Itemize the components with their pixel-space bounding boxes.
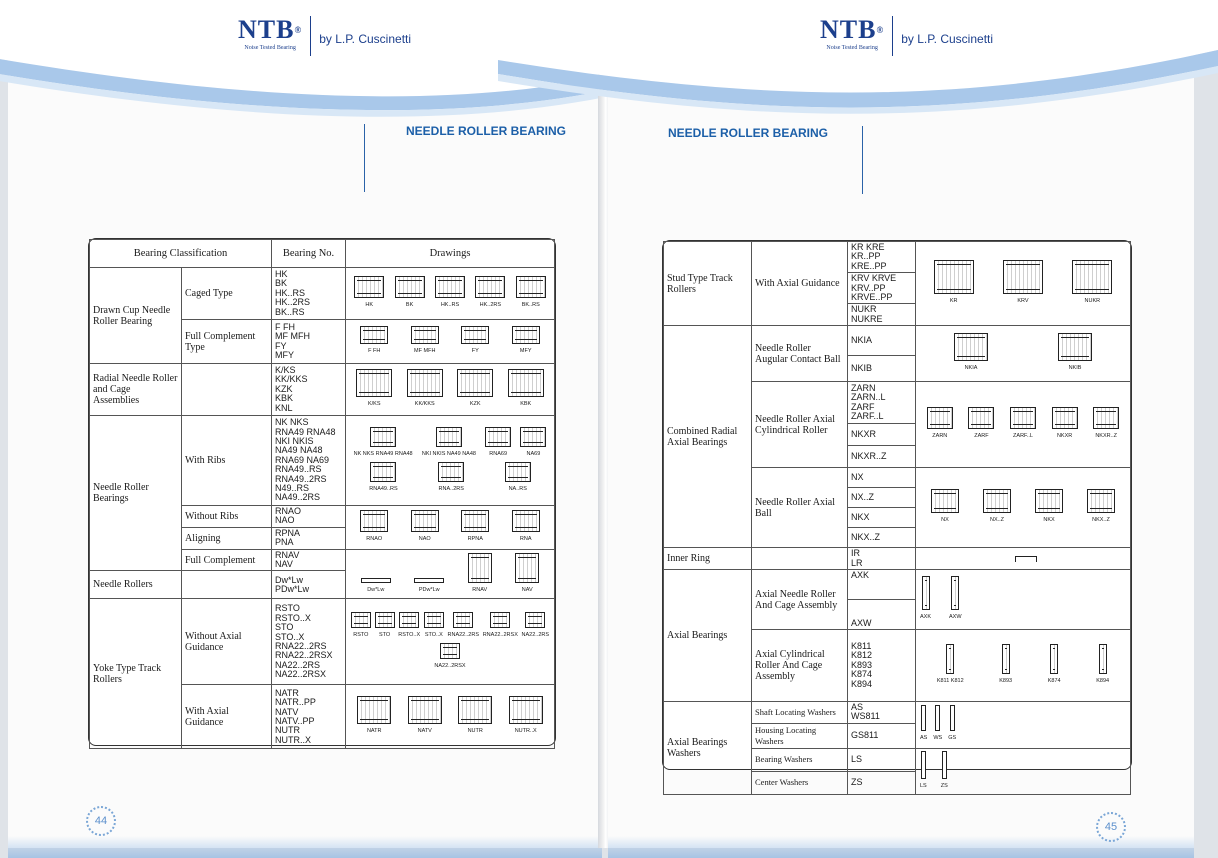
footer-wave-decoration [8, 836, 602, 858]
drawing-caption: RNA22..2RS [447, 631, 480, 638]
drawing-caption: K893 [999, 678, 1013, 685]
drawing-caption: LS [920, 782, 927, 789]
subclass-cell: Shaft Locating Washers [752, 702, 848, 724]
bearing-no-cell: RPNA PNA [272, 527, 346, 549]
bearing-drawing [920, 751, 927, 792]
drawing-caption: ZARN [932, 433, 948, 440]
bearing-no-cell: NX [848, 468, 916, 488]
bearing-drawing [357, 696, 391, 737]
drawing-cell [346, 268, 555, 320]
bearing-drawing [1058, 333, 1092, 374]
bearing-no-cell: Dw*Lw PDw*Lw [272, 571, 346, 599]
table-row [90, 364, 555, 416]
bearing-drawing [948, 705, 956, 744]
drawing-caption: GS [948, 735, 957, 742]
bearing-drawing [1096, 644, 1109, 687]
bearing-no-cell: NKX..Z [848, 528, 916, 548]
drawing-caption: AXW [949, 614, 962, 621]
bearing-drawing [407, 369, 443, 410]
drawing-cell [916, 468, 1131, 548]
drawing-caption: ZARF [974, 433, 989, 440]
bearing-drawing [414, 578, 444, 596]
drawing-caption: NATV [417, 728, 432, 735]
drawing-caption: RNA..2RS [438, 485, 464, 492]
drawing-caption: HK [365, 302, 374, 308]
inner-ring-drawing [1015, 556, 1037, 562]
bearing-no-cell: KR KRE KR..PP KRE..PP [848, 242, 916, 273]
subclass-cell: Aligning [182, 527, 272, 549]
bearing-drawing [1052, 407, 1078, 442]
subclass-cell: Caged Type [182, 268, 272, 320]
drawing-caption: RSTO [353, 631, 369, 638]
drawing-cell [346, 599, 555, 685]
classification-table-right [662, 240, 1132, 789]
drawing-cell [916, 548, 1131, 570]
drawing-cell [916, 570, 1131, 630]
drawing-caption: NKIB [1068, 365, 1082, 372]
bearing-no-cell: NUKR NUKRE [848, 304, 916, 326]
table-row [664, 570, 1131, 600]
bearing-no-cell: NKX [848, 508, 916, 528]
drawing-caption: BK..RS [521, 302, 540, 308]
bearing-drawing [941, 751, 948, 792]
logo-byline: by L.P. Cuscinetti [319, 32, 412, 46]
drawing-caption: F FH [368, 348, 381, 354]
drawing-caption: PDw*Lw [418, 586, 440, 593]
drawing-cell [916, 702, 1131, 749]
drawing-caption: RSTO..X [398, 631, 421, 638]
drawing-caption: AS [920, 735, 928, 742]
bearing-no-cell: NK NKS RNA49 RNA48 NKI NKIS NA49 NA48 RNA69 NA69 RNA49..RS RNA49..2RS N49..RS NA49..2RS [272, 416, 346, 506]
table-row [664, 702, 1131, 724]
bearing-drawing [461, 326, 489, 357]
bearing-drawing [1003, 260, 1043, 307]
bearing-no-cell: NKIB [848, 356, 916, 382]
drawing-caption: KZK [469, 401, 481, 407]
drawing-cell [916, 630, 1131, 702]
bearing-no-cell: K811 K812 K893 K874 K894 [848, 630, 916, 702]
drawing-caption: RNA22..2RSX [482, 631, 518, 638]
bearing-drawing [375, 612, 395, 641]
classification-cell: Radial Needle Roller and Cage Assemblies [90, 364, 182, 416]
bearing-drawing [435, 276, 465, 311]
subclass-cell: Without Ribs [182, 506, 272, 528]
drawing-caption: NA22..2RSX [434, 662, 466, 669]
bearing-drawing [931, 489, 959, 526]
logo-byline: by L.P. Cuscinetti [901, 32, 994, 46]
bearing-drawing [408, 696, 442, 737]
drawing-caption: NA22..2RS [521, 631, 550, 638]
bearing-no-cell: IR LR [848, 548, 916, 570]
drawing-caption: NX [941, 517, 949, 524]
bearing-drawing [1093, 407, 1119, 442]
bearing-drawing [461, 510, 489, 545]
bearing-drawing [505, 462, 531, 495]
bearing-drawing [508, 369, 544, 410]
subclass-cell: Housing Locating Washers [752, 723, 848, 748]
bearing-drawing [360, 326, 388, 357]
bearing-drawing [1087, 489, 1115, 526]
drawing-caption: KBK [520, 401, 532, 407]
bearing-drawing [937, 644, 964, 687]
bearing-no-cell: RSTO RSTO..X STO STO..X RNA22..2RS RNA22..2RSX NA22..2RS NA22..2RSX [272, 599, 346, 685]
drawing-caption: WS [933, 735, 943, 742]
bearing-drawing [515, 553, 539, 596]
drawing-caption: K811 K812 [936, 678, 964, 685]
header-classification: Bearing Classification [90, 240, 272, 268]
bearing-no-cell: LS [848, 748, 916, 771]
bearing-drawing [1010, 407, 1036, 442]
page-number: 45 [1096, 812, 1126, 842]
drawing-caption: RNAV [472, 586, 488, 593]
classification-cell: Stud Type Track Rollers [664, 242, 752, 326]
drawing-cell [346, 416, 555, 506]
drawing-caption: NX..Z [989, 517, 1005, 524]
bearing-drawing [360, 510, 388, 545]
drawing-caption: NUTR..X [514, 728, 537, 735]
subclass-cell: Needle Roller Augular Contact Ball [752, 326, 848, 382]
bearing-drawing [434, 643, 465, 672]
drawing-caption: NATR [366, 728, 382, 735]
bearing-drawing [999, 644, 1012, 687]
drawing-caption: ZS [940, 782, 948, 789]
bearing-drawing [468, 553, 492, 596]
drawing-cell [346, 685, 555, 749]
drawing-caption: RPNA [467, 535, 483, 542]
table-row [664, 242, 1131, 273]
drawing-caption: RNA [519, 535, 532, 542]
bearing-drawing [949, 576, 962, 623]
subclass-cell: Bearing Washers [752, 748, 848, 771]
bearing-drawing [395, 276, 425, 311]
section-title: NEEDLE ROLLER BEARING [406, 124, 567, 138]
bearing-drawing [438, 462, 464, 495]
classification-table-left [88, 238, 556, 746]
drawing-cell [346, 506, 555, 550]
right-page [608, 0, 1194, 848]
drawing-caption: NAV [521, 586, 533, 593]
bearing-drawing [933, 705, 942, 744]
bearing-no-cell: AXK [848, 570, 916, 600]
bearing-drawing [354, 427, 413, 460]
bearing-drawing [512, 326, 540, 357]
drawing-caption: NUTR [467, 728, 483, 735]
bearing-drawing [354, 276, 384, 311]
bearing-drawing [422, 427, 476, 460]
bearing-drawing [509, 696, 543, 737]
table-row [90, 416, 555, 506]
bearing-table [89, 239, 555, 749]
table-row [664, 326, 1131, 356]
bearing-drawing [458, 696, 492, 737]
table-row [90, 599, 555, 685]
bearing-drawing [934, 260, 974, 307]
bearing-no-cell: RNAO NAO [272, 506, 346, 528]
drawing-caption: NAO [418, 535, 431, 542]
subclass-cell [182, 571, 272, 599]
classification-cell: Needle Rollers [90, 571, 182, 599]
drawing-caption: K/KS [367, 401, 381, 407]
drawing-cell [916, 382, 1131, 468]
bearing-no-cell: NKXR [848, 424, 916, 446]
bearing-no-cell: GS811 [848, 723, 916, 748]
drawing-cell [916, 326, 1131, 382]
bearing-no-cell: ZARN ZARN..L ZARF ZARF..L [848, 382, 916, 424]
bearing-no-cell: NKXR..Z [848, 446, 916, 468]
classification-cell: Inner Ring [664, 548, 752, 570]
drawing-caption: AXK [920, 614, 932, 621]
drawing-caption: NKI NKIS NA49 NA48 [421, 450, 476, 457]
ntb-logo: NTB® Noise Tested Bearing by L.P. Cuscinetti [820, 16, 993, 56]
header-drawings: Drawings [346, 240, 555, 268]
drawing-caption: KRV [1017, 298, 1029, 305]
bearing-drawing [516, 276, 546, 311]
drawing-caption: STO..X [424, 631, 443, 638]
bearing-no-cell: ZS [848, 771, 916, 794]
drawing-caption: BK [405, 302, 414, 308]
bearing-drawing [920, 576, 931, 623]
bearing-drawing [398, 612, 420, 641]
drawing-caption: KK/KKS [414, 401, 435, 407]
drawing-caption: NKIA [964, 365, 978, 372]
drawing-cell [346, 364, 555, 416]
classification-cell: Needle Roller Bearings [90, 416, 182, 571]
subclass-cell: With Ribs [182, 416, 272, 506]
bearing-drawing [457, 369, 493, 410]
drawing-caption: MF MFH [414, 348, 436, 354]
classification-cell: Drawn Cup Needle Roller Bearing [90, 268, 182, 364]
drawing-caption: NUKR [1084, 298, 1101, 305]
drawing-cell [916, 242, 1131, 326]
drawing-caption: NA69 [526, 450, 541, 457]
bearing-drawing [968, 407, 994, 442]
drawing-caption: STO [378, 631, 391, 638]
bearing-drawing [1035, 489, 1063, 526]
drawing-caption: K874 [1047, 678, 1061, 685]
bearing-drawing [485, 427, 511, 460]
bearing-drawing [522, 612, 550, 641]
classification-cell: Axial Bearings [664, 570, 752, 702]
bearing-drawing [520, 427, 546, 460]
bearing-no-cell: KRV KRVE KRV..PP KRVE..PP [848, 273, 916, 304]
bearing-drawing [411, 510, 439, 545]
bearing-drawing [512, 510, 540, 545]
drawing-caption: NKX..Z [1092, 517, 1110, 524]
bearing-drawing [983, 489, 1011, 526]
drawing-caption: RNA69 [489, 450, 508, 457]
drawing-caption: MFY [519, 348, 532, 354]
bearing-no-cell: NX..Z [848, 488, 916, 508]
left-page [8, 0, 602, 848]
drawing-caption: NKXR..Z [1095, 433, 1118, 440]
bearing-drawing [954, 333, 988, 374]
drawing-caption: K894 [1096, 678, 1110, 685]
bearing-drawing [356, 369, 392, 410]
title-divider [862, 126, 863, 194]
page-number: 44 [86, 806, 116, 836]
drawing-cell [346, 549, 555, 599]
bearing-no-cell: NKIA [848, 326, 916, 356]
bearing-drawing [1048, 644, 1061, 687]
drawing-caption: NK NKS RNA49 RNA48 [353, 450, 413, 457]
drawing-cell [916, 748, 1131, 794]
subclass-cell: With Axial Guidance [752, 242, 848, 326]
bearing-no-cell: RNAV NAV [272, 549, 346, 571]
bearing-drawing [1072, 260, 1112, 307]
drawing-caption: Dw*Lw [367, 586, 385, 593]
subclass-cell: Needle Roller Axial Cylindrical Roller [752, 382, 848, 468]
bearing-drawing [411, 326, 439, 357]
title-divider [364, 124, 365, 192]
table-row [90, 268, 555, 320]
section-title: NEEDLE ROLLER BEARING [668, 126, 829, 140]
header-bearing-no: Bearing No. [272, 240, 346, 268]
drawing-caption: NKX [1043, 517, 1055, 524]
drawing-caption: HK..2RS [479, 302, 502, 308]
bearing-no-cell: NATR NATR..PP NATV NATV..PP NUTR NUTR..X [272, 685, 346, 749]
ntb-logo: NTB® Noise Tested Bearing by L.P. Cuscinetti [238, 16, 411, 56]
drawing-caption: NA..RS [508, 485, 527, 492]
bearing-drawing [351, 612, 371, 641]
drawing-cell [346, 320, 555, 364]
subclass-cell: With Axial Guidance [182, 685, 272, 749]
subclass-cell [182, 364, 272, 416]
subclass-cell: Axial Needle Roller And Cage Assembly [752, 570, 848, 630]
bearing-drawing [920, 705, 927, 744]
bearing-table [663, 241, 1131, 795]
bearing-no-cell: AXW [848, 600, 916, 630]
classification-cell: Axial Bearings Washers [664, 702, 752, 795]
table-row [664, 548, 1131, 570]
subclass-cell [752, 548, 848, 570]
bearing-no-cell: K/KS KK/KKS KZK KBK KNL [272, 364, 346, 416]
drawing-caption: FY [471, 348, 479, 354]
drawing-caption: KR [949, 298, 958, 305]
bearing-drawing [361, 578, 391, 596]
subclass-cell: Needle Roller Axial Ball [752, 468, 848, 548]
classification-cell: Yoke Type Track Rollers [90, 599, 182, 749]
subclass-cell: Center Washers [752, 771, 848, 794]
footer-wave-decoration [608, 836, 1194, 858]
bearing-no-cell: HK BK HK..RS HK..2RS BK..RS [272, 268, 346, 320]
bearing-drawing [369, 462, 397, 495]
bearing-drawing [448, 612, 480, 641]
drawing-caption: NKXR [1056, 433, 1073, 440]
bearing-no-cell: AS WS811 [848, 702, 916, 724]
subclass-cell: Without Axial Guidance [182, 599, 272, 685]
bearing-drawing [483, 612, 518, 641]
bearing-drawing [927, 407, 953, 442]
drawing-caption: RNA49..RS [369, 485, 398, 492]
bearing-no-cell: F FH MF MFH FY MFY [272, 320, 346, 364]
bearing-drawing [424, 612, 444, 641]
classification-cell: Combined Radial Axial Bearings [664, 326, 752, 548]
drawing-caption: HK..RS [440, 302, 460, 308]
subclass-cell: Full Complement Type [182, 320, 272, 364]
bearing-drawing [475, 276, 505, 311]
drawing-caption: RNAO [366, 535, 383, 542]
drawing-caption: ZARF..L [1013, 433, 1033, 440]
subclass-cell: Axial Cylindrical Roller And Cage Assembly [752, 630, 848, 702]
subclass-cell: Full Complement [182, 549, 272, 571]
